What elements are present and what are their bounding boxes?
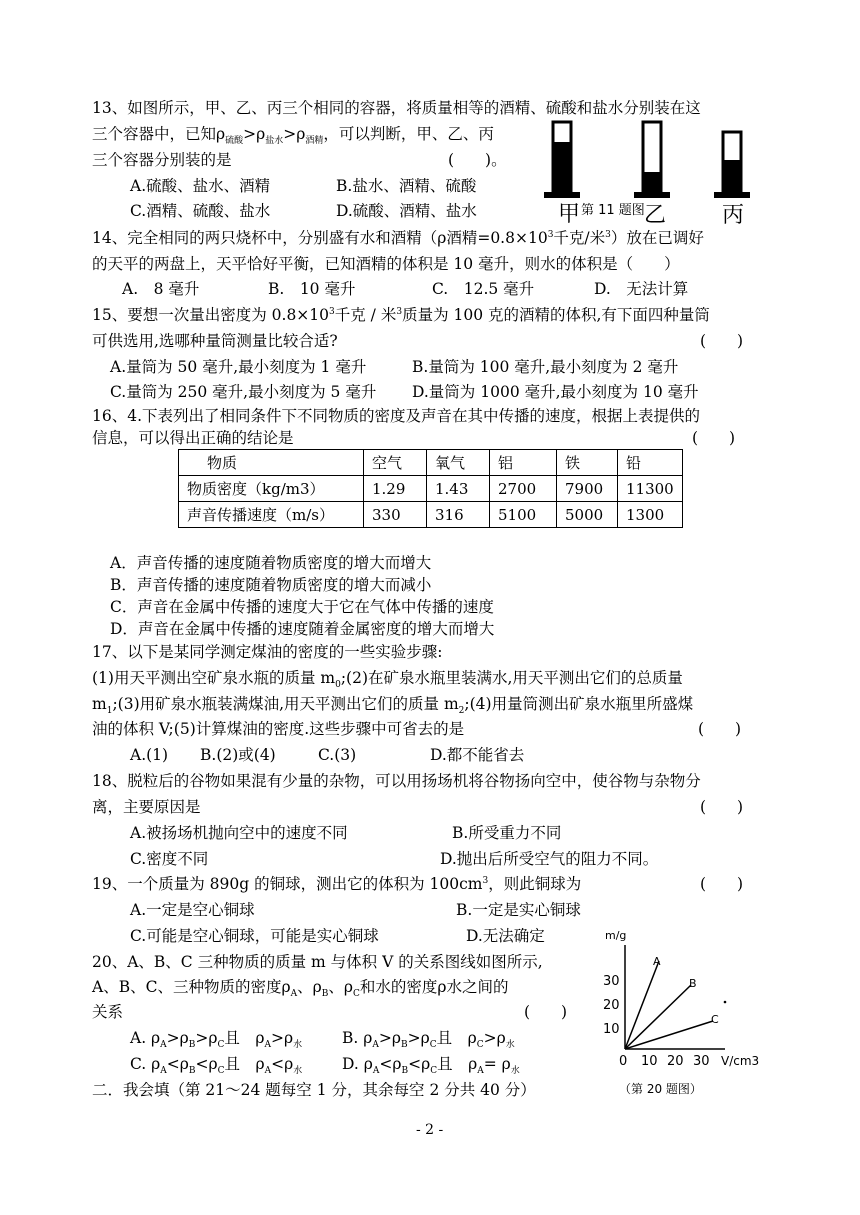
q19-option-d: D.无法确定 [466, 927, 545, 945]
section-2-heading: 二．我会填（第 21～24 题每空 1 分，其余每空 2 分共 40 分） [92, 1081, 536, 1099]
table-cell: 1300 [618, 502, 683, 528]
graph-x-axis-label: V/cm3 [721, 1054, 760, 1068]
q14-line2: 的天平的两盘上，天平恰好平衡，已知酒精的体积是 10 毫升，则水的体积是（ ） [92, 255, 680, 273]
q15-option-a: A.量筒为 50 毫升,最小刻度为 1 毫升 [110, 358, 367, 376]
q13-option-a: A.硫酸、盐水、酒精 [130, 177, 271, 195]
q15-option-c: C.量筒为 250 毫升,最小刻度为 5 毫升 [110, 383, 377, 401]
q20-option-b: B. $\rho_A>\rho_B>\rho_C$且 $\rho_C>\rho_水$ [342, 1029, 515, 1051]
graph-label-b: B [689, 977, 697, 990]
q17-option-c: C.(3) [318, 746, 357, 764]
q20-line2: A、B、C、三种物质的密度$\rho_A$、$\rho_B$、$\rho_C$和水的密度ρ水之间的 [92, 978, 509, 1000]
table-cell: 空气 [364, 450, 427, 476]
graph-y-tick: 20 [603, 998, 620, 1013]
graph-dot [724, 1001, 727, 1004]
graph-x-tick: 10 [641, 1054, 658, 1069]
q16-answer-paren: ( ) [692, 429, 736, 447]
q14-option-d: D. 无法计算 [594, 280, 689, 298]
q15-option-d: D.量筒为 1000 毫升,最小刻度为 10 毫升 [412, 383, 699, 401]
table-cell: 铝 [490, 450, 557, 476]
q17-line4: 油的体积 V;(5)计算煤油的密度.这些步骤中可省去的是 [92, 720, 465, 738]
q17-line1: 17、以下是某同学测定煤油的密度的一些实验步骤: [92, 643, 443, 661]
container-yi [634, 122, 670, 198]
q17-line3: $m_1;(3)$用矿泉水瓶装满煤油,用天平测出它们的质量 $m_2;(4)$用量筒测出矿泉水瓶里所盛煤 [92, 695, 694, 717]
q17-option-b: B.(2)或(4) [200, 746, 276, 764]
table-row [179, 476, 683, 502]
table-cell: 铅 [618, 450, 683, 476]
q17-answer-paren: ( ) [698, 720, 742, 738]
table-cell: 物质 [179, 450, 364, 476]
graph-label-a: A [653, 955, 661, 968]
q15-option-b: B.量筒为 100 毫升,最小刻度为 2 毫升 [412, 358, 679, 376]
q18-option-b: B.所受重力不同 [452, 824, 562, 842]
q20-line3: 关系 [92, 1003, 124, 1021]
q14-line1: 14、完全相同的两只烧杯中，分别盛有水和酒精（ρ酒精$=0.8\times 10^3$千克/米$^3$）放在已调好 [92, 229, 704, 247]
graph-line-c [625, 1021, 713, 1049]
graph-x-tick: 30 [693, 1054, 710, 1069]
q16-option-d: D．声音在金属中传播的速度随着金属密度的增大而增大 [110, 620, 495, 638]
q16-line1: 16、4.下表列出了相同条件下不同物质的密度及声音在其中传播的速度，根据上表提供的 [92, 407, 701, 425]
graph-y-tick: 30 [603, 974, 620, 989]
table-cell: 330 [364, 502, 427, 528]
graph-y-tick: 10 [603, 1022, 620, 1037]
container-jia [544, 122, 580, 198]
graph-x-tick: 20 [667, 1054, 684, 1069]
q20-answer-paren: ( ) [524, 1003, 568, 1021]
table-cell: 1.43 [427, 476, 490, 502]
q18-option-a: A.被扬场机抛向空中的速度不同 [130, 824, 348, 842]
table-cell: 7900 [557, 476, 618, 502]
q17-option-d: D.都不能省去 [430, 746, 525, 764]
density-sound-table [178, 449, 683, 528]
q16-option-c: C．声音在金属中传播的速度大于它在气体中传播的速度 [110, 598, 494, 616]
q18-line2: 离，主要原因是 [92, 798, 201, 816]
q14-option-c: C. 12.5 毫升 [432, 280, 535, 298]
table-cell: 物质密度（kg/m3） [179, 476, 364, 502]
q13-option-c: C.酒精、硫酸、盐水 [130, 202, 271, 220]
q16-option-a: A．声音传播的速度随着物质密度的增大而增大 [110, 554, 432, 572]
q17-option-a: A.(1) [130, 746, 169, 764]
q19-option-c: C.可能是空心铜球，可能是实心铜球 [130, 927, 379, 945]
q15-answer-paren: ( ) [700, 332, 744, 350]
q19-answer-paren: ( ) [700, 875, 744, 893]
q13-containers-figure [540, 118, 780, 230]
q13-line3: 三个容器分别装的是 [92, 151, 232, 169]
table-header-row [179, 450, 683, 476]
q15-line1: 15、要想一次量出密度为 $0.8\times 10^3$千克 / 米$^3$质量为 100 克的酒精的体积,有下面四种量筒 [92, 306, 710, 324]
q16-option-b: B．声音传播的速度随着物质密度的增大而减小 [110, 576, 432, 594]
q18-line1: 18、脱粒后的谷物如果混有少量的杂物，可以用扬场机将谷物扬向空中，使谷物与杂物分 [92, 772, 701, 790]
q19-option-b: B.一定是实心铜球 [456, 901, 581, 919]
q14-option-b: B. 10 毫升 [268, 280, 356, 298]
q13-option-b: B.盐水、酒精、硫酸 [336, 177, 477, 195]
q19-option-a: A.一定是空心铜球 [130, 901, 255, 919]
table-cell: 316 [427, 502, 490, 528]
q13-line1: 13、如图所示，甲、乙、丙三个相同的容器，将质量相等的酒精、硫酸和盐水分别装在这 [92, 99, 701, 117]
table-cell: 5000 [557, 502, 618, 528]
graph-label-c: C [711, 1013, 719, 1026]
table-cell: 5100 [490, 502, 557, 528]
table-cell: 铁 [557, 450, 618, 476]
q13-option-d: D.硫酸、酒精、盐水 [336, 202, 477, 220]
q13-line2: 三个容器中，已知$\rho_{硫酸}>\rho_{盐水}>\rho_{酒精}$，可以判断，甲、乙、丙 [92, 125, 494, 147]
q16-line2: 信息，可以得出正确的结论是 [92, 429, 294, 447]
label-bing: 丙 [722, 203, 745, 228]
q18-option-c: C.密度不同 [130, 850, 209, 868]
table-cell: 1.29 [364, 476, 427, 502]
graph-y-axis-label: m/g [605, 929, 627, 942]
q20-mass-volume-graph [595, 925, 775, 1100]
table-row [179, 502, 683, 528]
q18-option-d: D.抛出后所受空气的阻力不同。 [440, 850, 659, 868]
q20-option-d: D. $\rho_A<\rho_B<\rho_C$且 $\rho_A= \rho_水$ [342, 1055, 520, 1077]
label-yi: 乙 [644, 203, 667, 228]
label-jia: 甲 [558, 202, 581, 227]
q18-answer-paren: ( ) [700, 798, 744, 816]
q13-answer-paren: ( )。 [448, 151, 507, 169]
graph-line-a [625, 961, 659, 1049]
table-cell: 11300 [618, 476, 683, 502]
page-number: - 2 - [416, 1122, 444, 1138]
graph-caption: （第 20 题图） [619, 1082, 702, 1096]
table-cell: 2700 [490, 476, 557, 502]
table-cell: 氧气 [427, 450, 490, 476]
q15-line2: 可供选用,选哪种量筒测量比较合适? [92, 332, 338, 350]
graph-origin: 0 [619, 1054, 628, 1069]
q17-line2: (1)用天平测出空矿泉水瓶的质量 $m_0;(2)$在矿泉水瓶里装满水,用天平测出它们的总质量 [92, 669, 683, 691]
figure-caption: 第 11 题图 [581, 203, 645, 218]
q20-line1: 20、A、B、C 三种物质的质量 m 与体积 V 的关系图线如图所示, [92, 953, 543, 971]
container-bing [714, 132, 750, 198]
q20-option-a: A. $\rho_A>\rho_B>\rho_C$且 $\rho_A>\rho_水$ [130, 1029, 303, 1051]
q14-option-a: A. 8 毫升 [122, 280, 200, 298]
graph-line-b [625, 985, 691, 1049]
q19-line1: 19、一个质量为 890g 的铜球，测出它的体积为 $100cm^3$，则此铜球为 [92, 875, 582, 893]
q20-option-c: C. $\rho_A<\rho_B<\rho_C$且 $\rho_A<\rho_水$ [130, 1055, 303, 1077]
table-cell: 声音传播速度（m/s） [179, 502, 364, 528]
